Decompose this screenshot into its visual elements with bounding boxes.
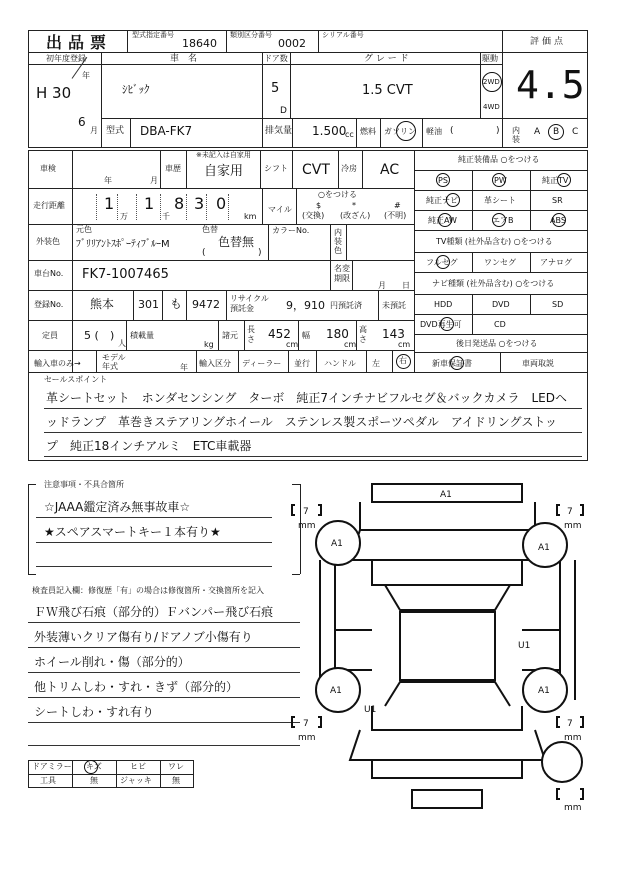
interior-b: B: [553, 127, 560, 137]
fumei: (不明): [384, 211, 407, 220]
drive-2wd: 2WD: [483, 78, 500, 86]
diagram-a1: A1: [538, 686, 550, 696]
color-label: 外装色: [36, 237, 60, 246]
jack-value: 無: [172, 776, 180, 785]
diagram-u1: U1: [518, 641, 531, 651]
mirror-crack: ヒビ: [130, 762, 146, 771]
diagram-seven: 7: [303, 507, 309, 517]
inspector-label: 検査員記入欄：修復歴「有」の場合は修復箇所・交換箇所を記入: [32, 586, 264, 595]
capacity-paren: ): [110, 329, 115, 342]
navi-cd: CD: [494, 320, 506, 329]
capacity-label: 定員: [42, 331, 58, 340]
equip-aw: 純正AW: [428, 216, 457, 225]
tools-value: 無: [90, 776, 98, 785]
displacement-label: 排気量: [265, 126, 293, 136]
sen-unit: 千: [162, 212, 170, 221]
mirror-label: ドアミラー: [32, 762, 72, 771]
kanri-label: 型式指定番号: [132, 31, 174, 39]
equip-sr: SR: [552, 196, 563, 205]
width-label: 幅: [302, 331, 310, 340]
import-label: 輸入車のみ→: [34, 359, 81, 368]
person-unit: 人: [118, 339, 126, 348]
navi-dvdplay: DVD再生可: [420, 320, 462, 329]
man-unit: 万: [120, 212, 128, 221]
ruibetsu-label: 類別区分番号: [230, 31, 272, 39]
model-label: 型式: [106, 126, 125, 136]
diagram-mm: mm: [564, 803, 582, 813]
equip-navi: 純正ナビ: [426, 196, 458, 205]
fuel-paren-open: (: [450, 126, 454, 136]
navi-sd: SD: [552, 300, 564, 309]
km-unit: km: [244, 212, 257, 221]
shift-label: シフト: [264, 164, 288, 173]
mile-label: マイル: [268, 205, 292, 214]
mileage-digit: 3: [194, 194, 205, 213]
navi-dvd: DVD: [492, 300, 510, 309]
drive-4wd: 4WD: [483, 103, 500, 111]
mileage-digit: 1: [104, 194, 115, 213]
color-name: ﾌﾞﾘﾘｱﾝﾄｽﾎﾟｰﾃｨﾌﾞﾙｰM: [76, 239, 170, 250]
sales-line-2: ッドランプ 革巻きステアリングホイール ステンレス製スポーツペダル アイドリングストッ: [46, 415, 558, 429]
reg-class: 301: [138, 298, 159, 311]
kaizan: (改ざん): [340, 211, 371, 220]
color-no-label: カラーNo.: [272, 226, 310, 235]
genshoku: 元色: [76, 225, 92, 234]
height-value: 143: [382, 327, 405, 341]
diagram-seven: 7: [303, 719, 309, 729]
capacity: 5 (: [84, 329, 99, 342]
drive-label: 駆動: [482, 54, 498, 63]
model-year-unit: 年: [180, 363, 188, 372]
shaken-month: 月: [150, 176, 158, 185]
year-unit: 年: [82, 71, 90, 80]
grade: 1.5 CVT: [362, 83, 413, 98]
notes-line-2: ★スペアスマートキー１本有り★: [44, 525, 221, 539]
dollar-mark: $: [316, 201, 322, 210]
shift: CVT: [302, 162, 330, 178]
unpaid: 未預託: [382, 301, 406, 310]
circle-note-mileage: ○をつける: [318, 190, 357, 199]
tv-fullseg: フルセグ: [426, 258, 458, 267]
width-unit: cm: [344, 340, 357, 349]
inspection-line-2: 外装薄いクリア傷有り/ドアノブ小傷有り: [34, 630, 253, 644]
inspection-line-4: 他トリムしわ・すれ・きず（部分的）: [34, 680, 239, 694]
ac: AC: [380, 162, 400, 178]
load-label: 積載量: [130, 331, 154, 340]
name-change-day: 日: [402, 281, 410, 290]
shaken-label: 車検: [40, 164, 56, 173]
handle-right: 右: [399, 356, 407, 365]
length-value: 452: [268, 327, 291, 341]
model-year-label: モデル年式: [102, 353, 126, 371]
height-label: 高さ: [359, 325, 367, 344]
notes-line-1: ☆JAAA鑑定済み無事故車☆: [44, 500, 191, 514]
reg-kana: も: [170, 297, 183, 311]
fuel-gas: ガソリン: [384, 127, 416, 136]
interior-color-label: 内装色: [334, 228, 342, 255]
mileage-digit: 0: [216, 194, 227, 213]
reg-number: 9472: [192, 298, 220, 311]
kg-unit: kg: [204, 340, 214, 349]
first-reg-month: 6: [78, 115, 86, 129]
docs-title: 後日発送品 ○をつける: [456, 339, 538, 348]
sales-label: セールスポイント: [44, 375, 108, 384]
page-title: 出品票: [46, 33, 113, 52]
fuel-light: 軽油: [426, 127, 442, 136]
month-unit: 月: [90, 126, 98, 135]
usage-label: 車歴: [165, 164, 181, 173]
mileage-digit: 1: [144, 194, 155, 213]
equip-tv: 純正TV: [542, 176, 569, 185]
tv-oneseg: ワンセグ: [484, 258, 516, 267]
fuel-paren-close: ): [496, 126, 500, 136]
mileage-label: 走行距離: [33, 201, 65, 210]
first-reg-year: H 30: [36, 84, 72, 102]
parallel: 並行: [294, 359, 310, 368]
equipment-title: 純正装備品 ○をつける: [458, 155, 540, 164]
diagram-seven: 7: [567, 719, 573, 729]
reg-area: 熊本: [90, 297, 115, 311]
sales-line-3: プ 純正18インチアルミ ETC車載器: [46, 439, 252, 453]
diagram-seven: 7: [567, 507, 573, 517]
docs-warranty: 新車保証書: [432, 359, 472, 368]
tv-title: TV種類 (社外品含む) ○をつける: [436, 237, 553, 246]
ruibetsu-value: 0002: [278, 37, 306, 50]
tv-analog: アナログ: [540, 258, 572, 267]
width-value: 180: [326, 327, 349, 341]
cc-unit: cc: [345, 130, 354, 139]
inspection-line-1: ＦＷ飛び石痕（部分的）Ｆバンパー飛び石痕: [34, 605, 274, 619]
equip-pw: PW: [494, 176, 507, 185]
diagram-a1: A1: [331, 539, 343, 549]
recycle-suffix: 円預託済: [330, 301, 362, 310]
car-name-label: 車 名: [170, 54, 198, 64]
diagram-a1: A1: [440, 490, 452, 500]
mileage-digit: 8: [174, 194, 185, 213]
displacement: 1.500: [312, 124, 347, 138]
interior-c: C: [572, 127, 579, 137]
mirror-break: ワレ: [168, 762, 184, 771]
diagram-a1: A1: [330, 686, 342, 696]
usage-note: ※未記入は自家用: [196, 151, 251, 159]
docs-manual: 車両取説: [522, 359, 554, 368]
score-value: 4.5: [516, 63, 585, 107]
sales-line-1: 革シートセット ホンダセンシング ターボ 純正7インチナビフルセグ＆バックカメラ LEDヘ: [46, 391, 567, 405]
equip-leather: 革シート: [484, 196, 516, 205]
recycle-amount: 9，910: [286, 299, 325, 312]
color-change: 色替無: [218, 235, 255, 249]
doors-label: ドア数: [264, 54, 288, 63]
diagram-mm: mm: [298, 733, 316, 743]
reg-label: 登録No.: [34, 300, 64, 309]
notes-label: 注意事項・不具合箇所: [44, 480, 124, 489]
koukan: (交換): [302, 211, 325, 220]
interior-label: 内装: [512, 126, 520, 144]
star-mark: *: [352, 201, 356, 210]
name-change-label: 名変期限: [334, 264, 350, 283]
name-change-month: 月: [378, 281, 386, 290]
first-reg-label: 初年度登録: [46, 54, 86, 63]
dealer: ディーラー: [242, 359, 282, 368]
chassis-number: FK7-1007465: [82, 267, 169, 282]
score-label: 評価点: [530, 37, 567, 47]
navi-title: ナビ種類 (社外品含む) ○をつける: [432, 279, 555, 288]
interior-a: A: [534, 127, 541, 137]
handle-left: 左: [372, 359, 380, 368]
model: DBA-FK7: [140, 124, 193, 138]
recycle-label: リサイクル預託金: [230, 294, 269, 313]
inspection-line-3: ホイール削れ・傷（部分的）: [34, 655, 190, 669]
jack-label: ジャッキ: [120, 776, 152, 785]
diagram-u1: U1: [364, 705, 377, 715]
serial-label: シリアル番号: [322, 31, 364, 39]
length-unit: cm: [286, 340, 299, 349]
color-paren-open: (: [202, 248, 206, 258]
shaken-year: 年: [104, 176, 112, 185]
import-class-label: 輸入区分: [199, 359, 231, 368]
mirror-scratch: キズ: [86, 762, 102, 771]
color-paren-close: ): [258, 248, 262, 258]
equip-airbag: エアB: [492, 216, 514, 225]
usage: 自家用: [204, 164, 244, 179]
tools-label: 工具: [40, 776, 56, 785]
diagram-mm: mm: [564, 521, 582, 531]
shikiban: 色替: [202, 225, 218, 234]
diagram-mm: mm: [298, 521, 316, 531]
equip-abs: ABS: [550, 216, 566, 225]
car-name: ｼﾋﾞｯｸ: [122, 83, 150, 96]
ac-label: 冷房: [341, 164, 357, 173]
kyou-label: 諸元: [222, 331, 238, 340]
equip-ps: PS: [438, 176, 448, 185]
height-unit: cm: [398, 340, 411, 349]
handle-label: ハンドル: [324, 359, 356, 368]
diagram-a1: A1: [538, 543, 550, 553]
diagram-mm: mm: [564, 733, 582, 743]
length-label: 長さ: [247, 325, 255, 344]
hash-mark: #: [394, 201, 401, 210]
chassis-label: 車台No.: [34, 269, 64, 278]
kanri-value: 18640: [182, 37, 217, 50]
navi-hdd: HDD: [434, 300, 453, 309]
door-type: D: [280, 106, 287, 116]
fuel-label: 燃料: [360, 127, 376, 136]
door-count: 5: [271, 81, 280, 96]
inspection-line-5: シートしわ・すれ有り: [34, 705, 155, 719]
grade-label: グ レ ー ド: [364, 54, 409, 64]
